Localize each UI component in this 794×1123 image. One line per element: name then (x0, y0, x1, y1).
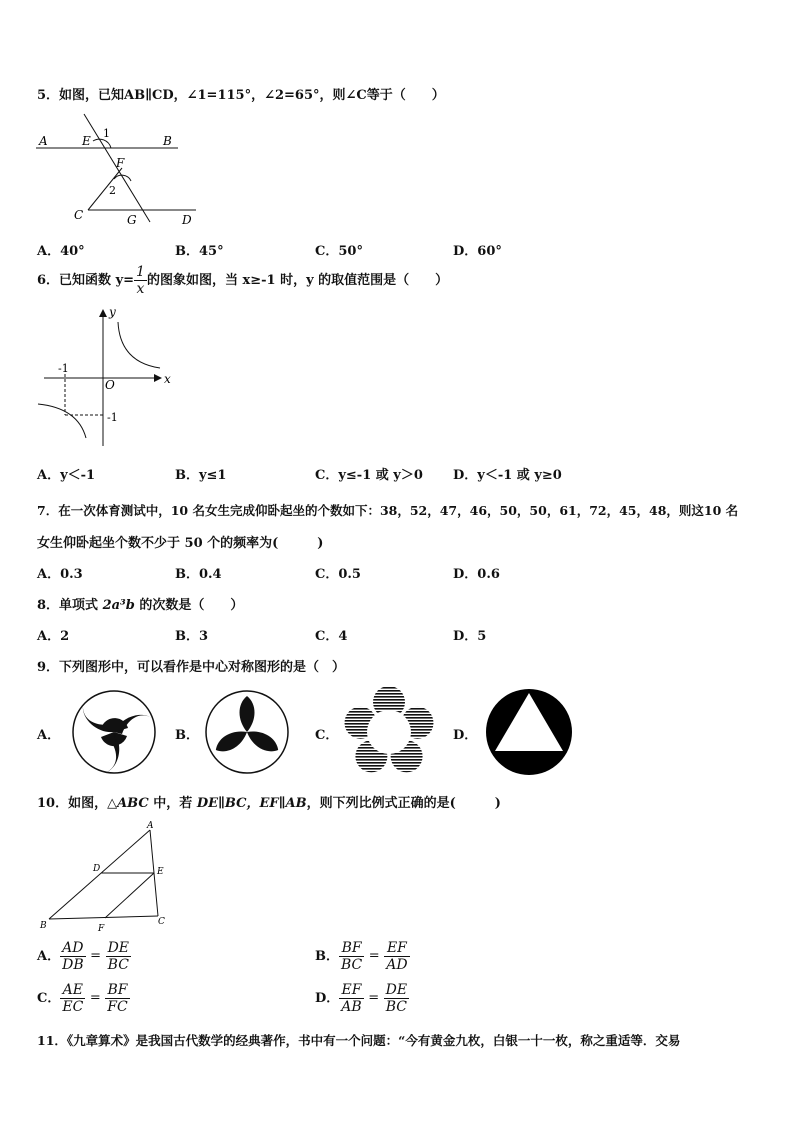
q10-stem-mid: 中，若 (148, 796, 197, 811)
q9-figure-a-triskelion[interactable] (70, 690, 158, 774)
q6-label-O: O (105, 378, 115, 392)
q10-option-c-label: C． (37, 991, 61, 1006)
q10-label-E: E (157, 867, 164, 877)
q10-option-d-frac2 (384, 982, 409, 1015)
q8-stem-pre: 8．单项式 (37, 598, 103, 613)
q5-label-G: G (127, 213, 137, 227)
q5-label-1: 1 (103, 127, 110, 140)
q10-option-c[interactable] (37, 982, 130, 1015)
q8-expression: 2a³b (102, 598, 135, 613)
q6-label-neg1-y: -1 (107, 411, 118, 424)
q6-fraction (134, 264, 147, 297)
q6-label-x: x (164, 372, 171, 386)
q10-option-a[interactable] (37, 940, 131, 973)
q5-figure (36, 112, 206, 230)
q6-stem (37, 264, 448, 297)
q10-option-d-d2: BC (385, 999, 408, 1015)
q9-figure-d-circle-triangle[interactable] (484, 688, 574, 776)
q10-option-a-d1: DB (62, 957, 84, 973)
q7-stem-line2: 女生仰卧起坐个数不少于 50 个的频率为( ) (37, 536, 324, 551)
q10-option-c-d1: EC (62, 999, 84, 1015)
q11-stem: 11．《九章算术》是我国古代数学的经典著作，书中有一个问题：“今有黄金九枚，白银一十一枚，称之重适等．交易 (37, 1033, 681, 1048)
q5-label-2: 2 (109, 184, 116, 197)
q10-option-c-n2: BF (105, 982, 129, 999)
q5-label-A: A (39, 134, 48, 148)
q10-option-b-frac2 (384, 940, 409, 973)
q10-option-d-frac1 (339, 982, 363, 1015)
q8-option-d[interactable]: D．5 (453, 629, 487, 644)
q10-option-a-n1: AD (60, 940, 86, 957)
q10-stem-post: ，则下列比例式正确的是( ) (306, 796, 501, 811)
q6-frac-num: 1 (136, 264, 145, 280)
q10-option-b-d2: AD (386, 957, 408, 973)
q8-stem (37, 594, 243, 613)
q5-option-c[interactable]: C．50° (315, 244, 363, 259)
q9-option-d-label[interactable]: D． (453, 728, 478, 743)
q10-option-a-d2: BC (107, 957, 129, 973)
q10-option-d-label: D． (315, 991, 340, 1006)
q10-figure (36, 816, 176, 934)
q9-figure-b-three-petals[interactable] (203, 690, 291, 774)
q6-label-neg1-x: -1 (58, 362, 69, 375)
q8-option-c[interactable]: C．4 (315, 629, 348, 644)
q10-option-d-eq: = (368, 990, 380, 1006)
q10-label-D: D (93, 864, 101, 874)
q10-stem (37, 792, 501, 811)
q9-option-c-label[interactable]: C． (315, 728, 339, 743)
q10-option-c-eq: = (89, 990, 101, 1006)
q6-label-y: y (109, 305, 116, 319)
q10-option-a-eq: = (90, 948, 102, 964)
q10-stem-triangle: △ABC (107, 796, 149, 811)
q10-option-d[interactable] (315, 982, 409, 1015)
q10-option-c-d2: FC (107, 999, 128, 1015)
q10-label-B: B (40, 921, 47, 931)
q10-option-b[interactable] (315, 940, 410, 973)
q10-stem-condition: DE∥BC，EF∥AB (196, 796, 307, 811)
q10-option-c-frac1 (60, 982, 85, 1015)
q5-label-B: B (163, 134, 172, 148)
q10-option-a-frac2 (106, 940, 131, 973)
q10-option-b-n1: BF (339, 940, 364, 957)
q6-stem-post: 的图象如图，当 x≥-1 时，y 的取值范围是（ ） (146, 273, 449, 288)
q5-label-D: D (182, 213, 192, 227)
q10-label-A: A (147, 821, 154, 831)
q10-option-d-n2: DE (385, 982, 408, 998)
q5-stem: 5．如图，已知AB∥CD，∠1=115°，∠2=65°，则∠C等于（ ） (37, 88, 445, 103)
q10-label-F: F (98, 924, 105, 934)
q10-option-a-n2: DE (107, 940, 130, 956)
q10-option-b-frac1 (339, 940, 364, 973)
q10-option-a-frac1 (60, 940, 86, 973)
q6-stem-pre: 6．已知函数 y= (37, 273, 135, 288)
q6-option-c[interactable]: C．y≤-1 或 y＞0 (315, 468, 423, 483)
q8-option-a[interactable]: A．2 (37, 629, 70, 644)
q9-option-b-label[interactable]: B． (175, 728, 199, 743)
q7-stem-line1: 7．在一次体育测试中，10 名女生完成仰卧起坐的个数如下：38，52，47，46，50，50，61，72，45，48，则这10 名 (37, 503, 739, 518)
q10-option-b-eq: = (368, 948, 380, 964)
q10-option-a-label: A． (37, 949, 61, 964)
q10-option-d-n1: EF (339, 982, 363, 999)
q8-option-b[interactable]: B．3 (175, 629, 209, 644)
q5-option-d[interactable]: D．60° (453, 244, 502, 259)
q5-label-C: C (74, 208, 84, 222)
q9-figure-c-flower[interactable] (343, 686, 435, 776)
q7-option-b[interactable]: B．0.4 (175, 567, 222, 582)
q5-label-E: E (82, 134, 91, 148)
q10-option-d-d1: AB (341, 999, 362, 1015)
q10-option-b-label: B． (315, 949, 339, 964)
q10-option-b-n2: EF (384, 940, 409, 957)
q9-stem: 9．下列图形中，可以看作是中心对称图形的是（ ） (37, 660, 346, 675)
q6-option-d[interactable]: D．y＜-1 或 y≥0 (453, 468, 562, 483)
q9-option-a-label[interactable]: A． (37, 728, 61, 743)
q6-option-a[interactable]: A．y＜-1 (37, 468, 96, 483)
q7-option-a[interactable]: A．0.3 (37, 567, 83, 582)
q7-option-d[interactable]: D．0.6 (453, 567, 500, 582)
q10-option-c-frac2 (105, 982, 129, 1015)
q6-option-b[interactable]: B．y≤1 (175, 468, 227, 483)
q6-frac-den: x (136, 281, 145, 297)
q7-option-c[interactable]: C．0.5 (315, 567, 361, 582)
q8-stem-post: 的次数是（ ） (134, 598, 244, 613)
q10-option-c-n1: AE (60, 982, 85, 999)
q10-label-C: C (158, 917, 165, 927)
q6-figure (36, 304, 176, 449)
q5-option-b[interactable]: B．45° (175, 244, 224, 259)
q5-option-a[interactable]: A．40° (37, 244, 85, 259)
q10-stem-pre: 10．如图， (37, 796, 108, 811)
q5-label-F: F (116, 156, 125, 170)
q10-option-b-d1: BC (341, 957, 363, 973)
